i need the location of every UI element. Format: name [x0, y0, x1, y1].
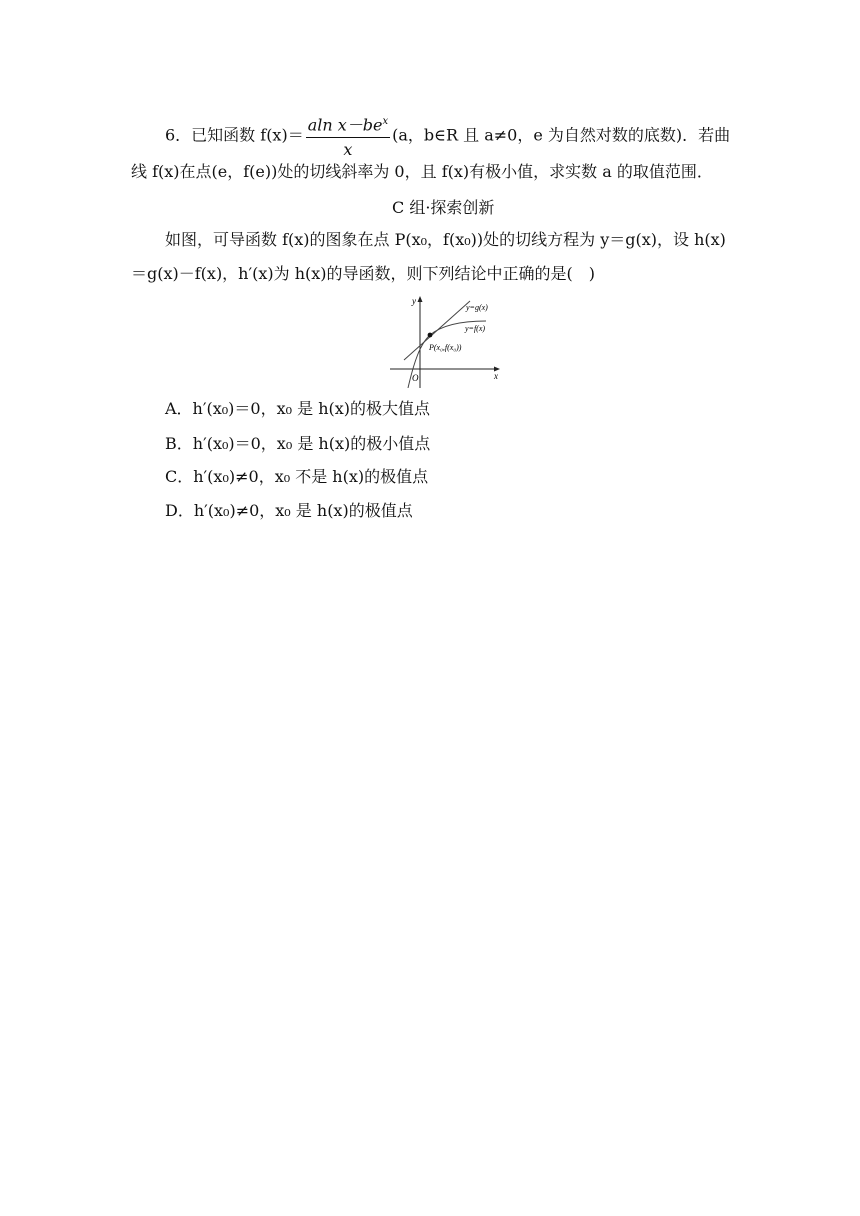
option-b: B．h′(x₀)＝0，x₀ 是 h(x)的极小值点: [165, 434, 431, 453]
y-axis-label: y: [412, 296, 416, 306]
tangent-label: y=g(x): [466, 303, 488, 312]
fraction-numerator: [306, 112, 390, 138]
problem-6-line-1: [165, 112, 730, 160]
question-line-2: ＝g(x)－f(x)，h′(x)为 h(x)的导函数，则下列结论中正确的是( ): [131, 264, 596, 283]
numerator-text: aln x－be: [307, 115, 383, 135]
option-c: C．h′(x₀)≠0，x₀ 不是 h(x)的极值点: [165, 467, 429, 486]
origin-label: O: [412, 373, 419, 383]
tangent-figure: [390, 292, 505, 388]
question-line-1: 如图，可导函数 f(x)的图象在点 P(x₀，f(x₀))处的切线方程为 y＝g(x)，设 h(x): [165, 230, 726, 249]
problem-6-prefix: 6．已知函数 f(x)＝: [165, 125, 304, 145]
fraction: [306, 112, 390, 160]
problem-6-line-2: 线 f(x)在点(e，f(e))处的切线斜率为 0，且 f(x)有极小值，求实数 a 的取值范围．: [131, 162, 713, 181]
y-axis-arrow: [418, 296, 423, 302]
fraction-denominator: x: [343, 140, 353, 160]
section-title: C 组·探索创新: [392, 198, 495, 217]
tangent-graph: [390, 292, 505, 388]
option-a: A．h′(x₀)＝0，x₀ 是 h(x)的极大值点: [165, 399, 431, 418]
point-p: [428, 333, 433, 338]
point-label: P(x₀,f(x₀)): [429, 343, 462, 352]
numerator-exponent: x: [382, 116, 389, 127]
curve-label: y=f(x): [465, 324, 486, 333]
x-axis-label: x: [494, 371, 498, 381]
option-d: D．h′(x₀)≠0，x₀ 是 h(x)的极值点: [165, 501, 413, 520]
problem-6-suffix: (a，b∈R 且 a≠0，e 为自然对数的底数)．若曲: [392, 125, 731, 145]
